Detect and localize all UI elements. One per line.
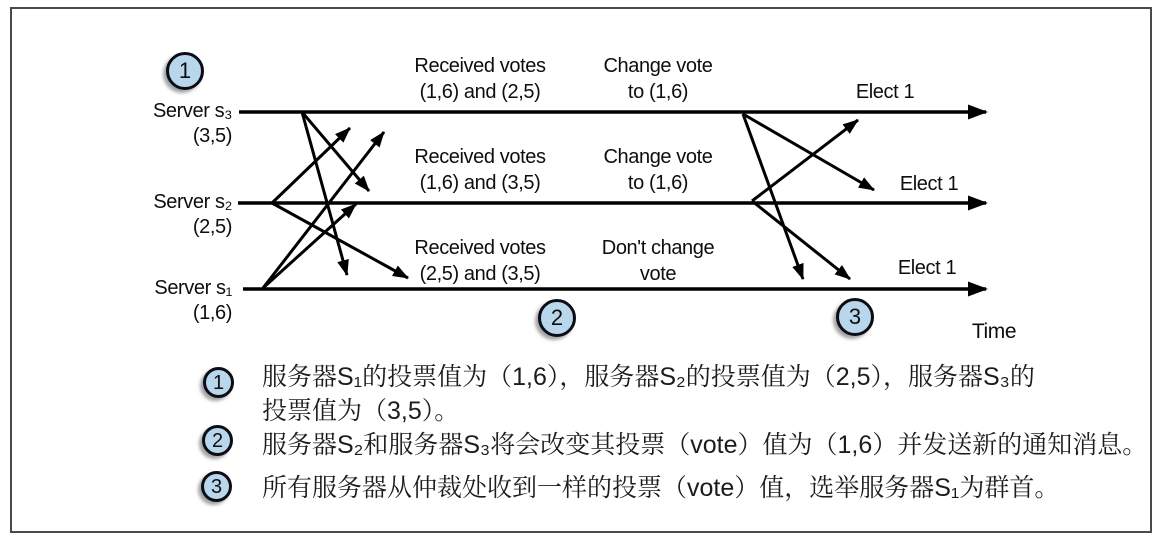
legend-badge-2-number: 2 (211, 429, 224, 452)
message-arrow-s3-to-s2-round2 (743, 114, 874, 190)
change-vote-s1-line1: Don't change (601, 237, 715, 259)
received-votes-s3-line2: (1,6) and (2,5) (419, 81, 541, 103)
change-vote-s3 (560, 53, 756, 105)
message-arrow-s1-to-s2-round1 (263, 204, 356, 288)
received-votes-s3-line1: Received votes (414, 55, 546, 77)
change-vote-s1 (560, 235, 756, 287)
message-arrow-s2-to-s3-round2 (752, 120, 858, 201)
step-marker-3-number: 3 (848, 304, 862, 329)
server-s3-label: Server s₃ (152, 100, 232, 122)
legend-badge-1 (203, 367, 234, 398)
legend-badge-2 (202, 425, 233, 456)
received-votes-s1-line2: (2,5) and (3,5) (419, 263, 541, 285)
change-vote-s3-line1: Change vote (603, 55, 713, 77)
step-marker-1 (166, 52, 204, 90)
round2-message-arrows (743, 114, 874, 279)
legend-item-2-line1: 服务器S₂和服务器S₃将会改变其投票（vote）值为（1,6）并发送新的通知消息。 (262, 431, 1148, 459)
legend-badge-1-number: 1 (212, 371, 225, 394)
step-marker-2 (538, 299, 576, 337)
change-vote-s2 (560, 144, 756, 196)
time-axis-label: Time (971, 320, 1017, 343)
elect-label-s2: Elect 1 (899, 173, 959, 195)
step-marker-1-number: 1 (178, 58, 192, 83)
step-marker-2-number: 2 (550, 305, 564, 330)
change-vote-s2-line2: to (1,6) (627, 172, 689, 194)
message-arrow-s2-to-s1-round2 (752, 201, 850, 279)
elect-label-s1: Elect 1 (897, 257, 957, 279)
received-votes-s2-line1: Received votes (414, 146, 546, 168)
elect-label-s3: Elect 1 (855, 81, 915, 103)
change-vote-s2-line1: Change vote (603, 146, 713, 168)
legend-badge-3 (201, 471, 232, 502)
received-votes-s3 (378, 53, 582, 105)
legend-item-1-line1: 服务器S₁的投票值为（1,6），服务器S₂的投票值为（2,5），服务器S₃的 (262, 363, 1035, 391)
server-s3-initial-vote: (3,5) (192, 125, 232, 147)
server-s1-initial-vote: (1,6) (192, 302, 232, 324)
step-marker-3 (836, 298, 874, 336)
change-vote-s1-line2: vote (639, 263, 677, 285)
received-votes-s2 (378, 144, 582, 196)
legend-badge-3-number: 3 (210, 475, 223, 498)
change-vote-s3-line2: to (1,6) (627, 81, 689, 103)
legend-item-3-line1: 所有服务器从仲裁处收到一样的投票（vote）值，选举服务器S₁为群首。 (262, 474, 1060, 502)
legend-item-1-line2: 投票值为（3,5）。 (262, 397, 460, 425)
received-votes-s1-line1: Received votes (414, 237, 546, 259)
server-s2-label: Server s₂ (153, 191, 232, 213)
server-s2-initial-vote: (2,5) (192, 216, 232, 238)
server-s1-label: Server s₁ (154, 277, 232, 299)
received-votes-s1 (378, 235, 582, 287)
received-votes-s2-line2: (1,6) and (3,5) (419, 172, 541, 194)
